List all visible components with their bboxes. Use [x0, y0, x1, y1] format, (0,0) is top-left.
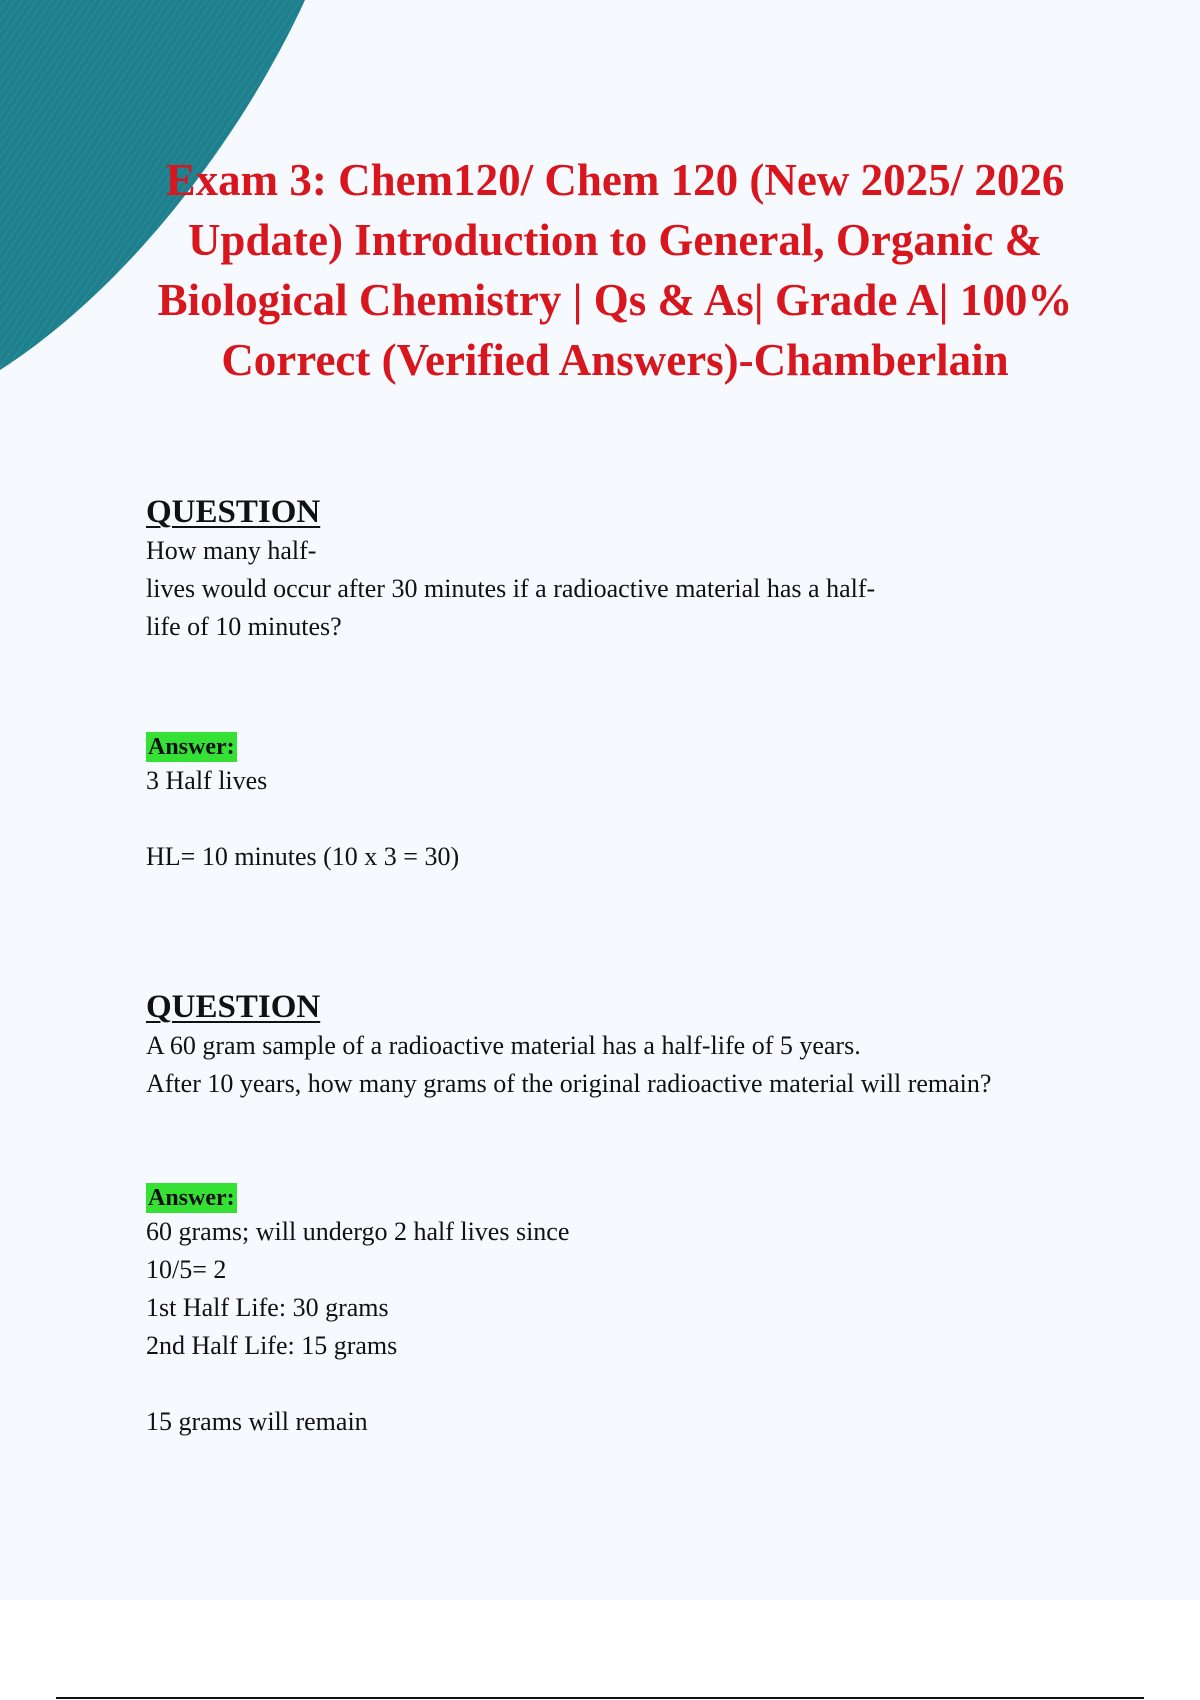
- question-line: After 10 years, how many grams of the original radioactive material will remain?: [146, 1069, 992, 1098]
- footer-rule: [56, 1697, 1144, 1699]
- question-line: A 60 gram sample of a radioactive material has a half-life of 5 years.: [146, 1031, 861, 1060]
- question-heading: QUESTION: [146, 989, 321, 1025]
- answer-line: 3 Half lives: [146, 766, 268, 795]
- blank-line: [146, 800, 1106, 838]
- answer-line: 2nd Half Life: 15 grams: [146, 1331, 398, 1360]
- question-line: lives would occur after 30 minutes if a radioactive material has a half-: [146, 574, 876, 603]
- qa-block-2: [146, 987, 1106, 1441]
- answer-line: 1st Half Life: 30 grams: [146, 1293, 389, 1322]
- question-line: How many half-: [146, 536, 317, 565]
- answer-label: Answer:: [148, 1185, 235, 1211]
- answer-line: 10/5= 2: [146, 1255, 227, 1284]
- spacer: [146, 1103, 1106, 1183]
- spacer: [146, 646, 1106, 732]
- blank-line: [146, 1365, 1106, 1403]
- answer-line: HL= 10 minutes (10 x 3 = 30): [146, 842, 460, 871]
- question-heading: QUESTION: [146, 494, 321, 530]
- question-line: life of 10 minutes?: [146, 612, 342, 641]
- answer-label: Answer:: [148, 734, 235, 760]
- document-title: Exam 3: Chem120/ Chem 120 (New 2025/ 2026 Update) Introduction to General, Organic & Biological Chemistry | Qs & As| Grade A| 100% Correct (Verified Answers)-Chamberlain: [157, 155, 1073, 385]
- answer-line: 15 grams will remain: [146, 1407, 368, 1436]
- answer-line: 60 grams; will undergo 2 half lives since: [146, 1217, 570, 1246]
- qa-block-1: [146, 492, 1106, 876]
